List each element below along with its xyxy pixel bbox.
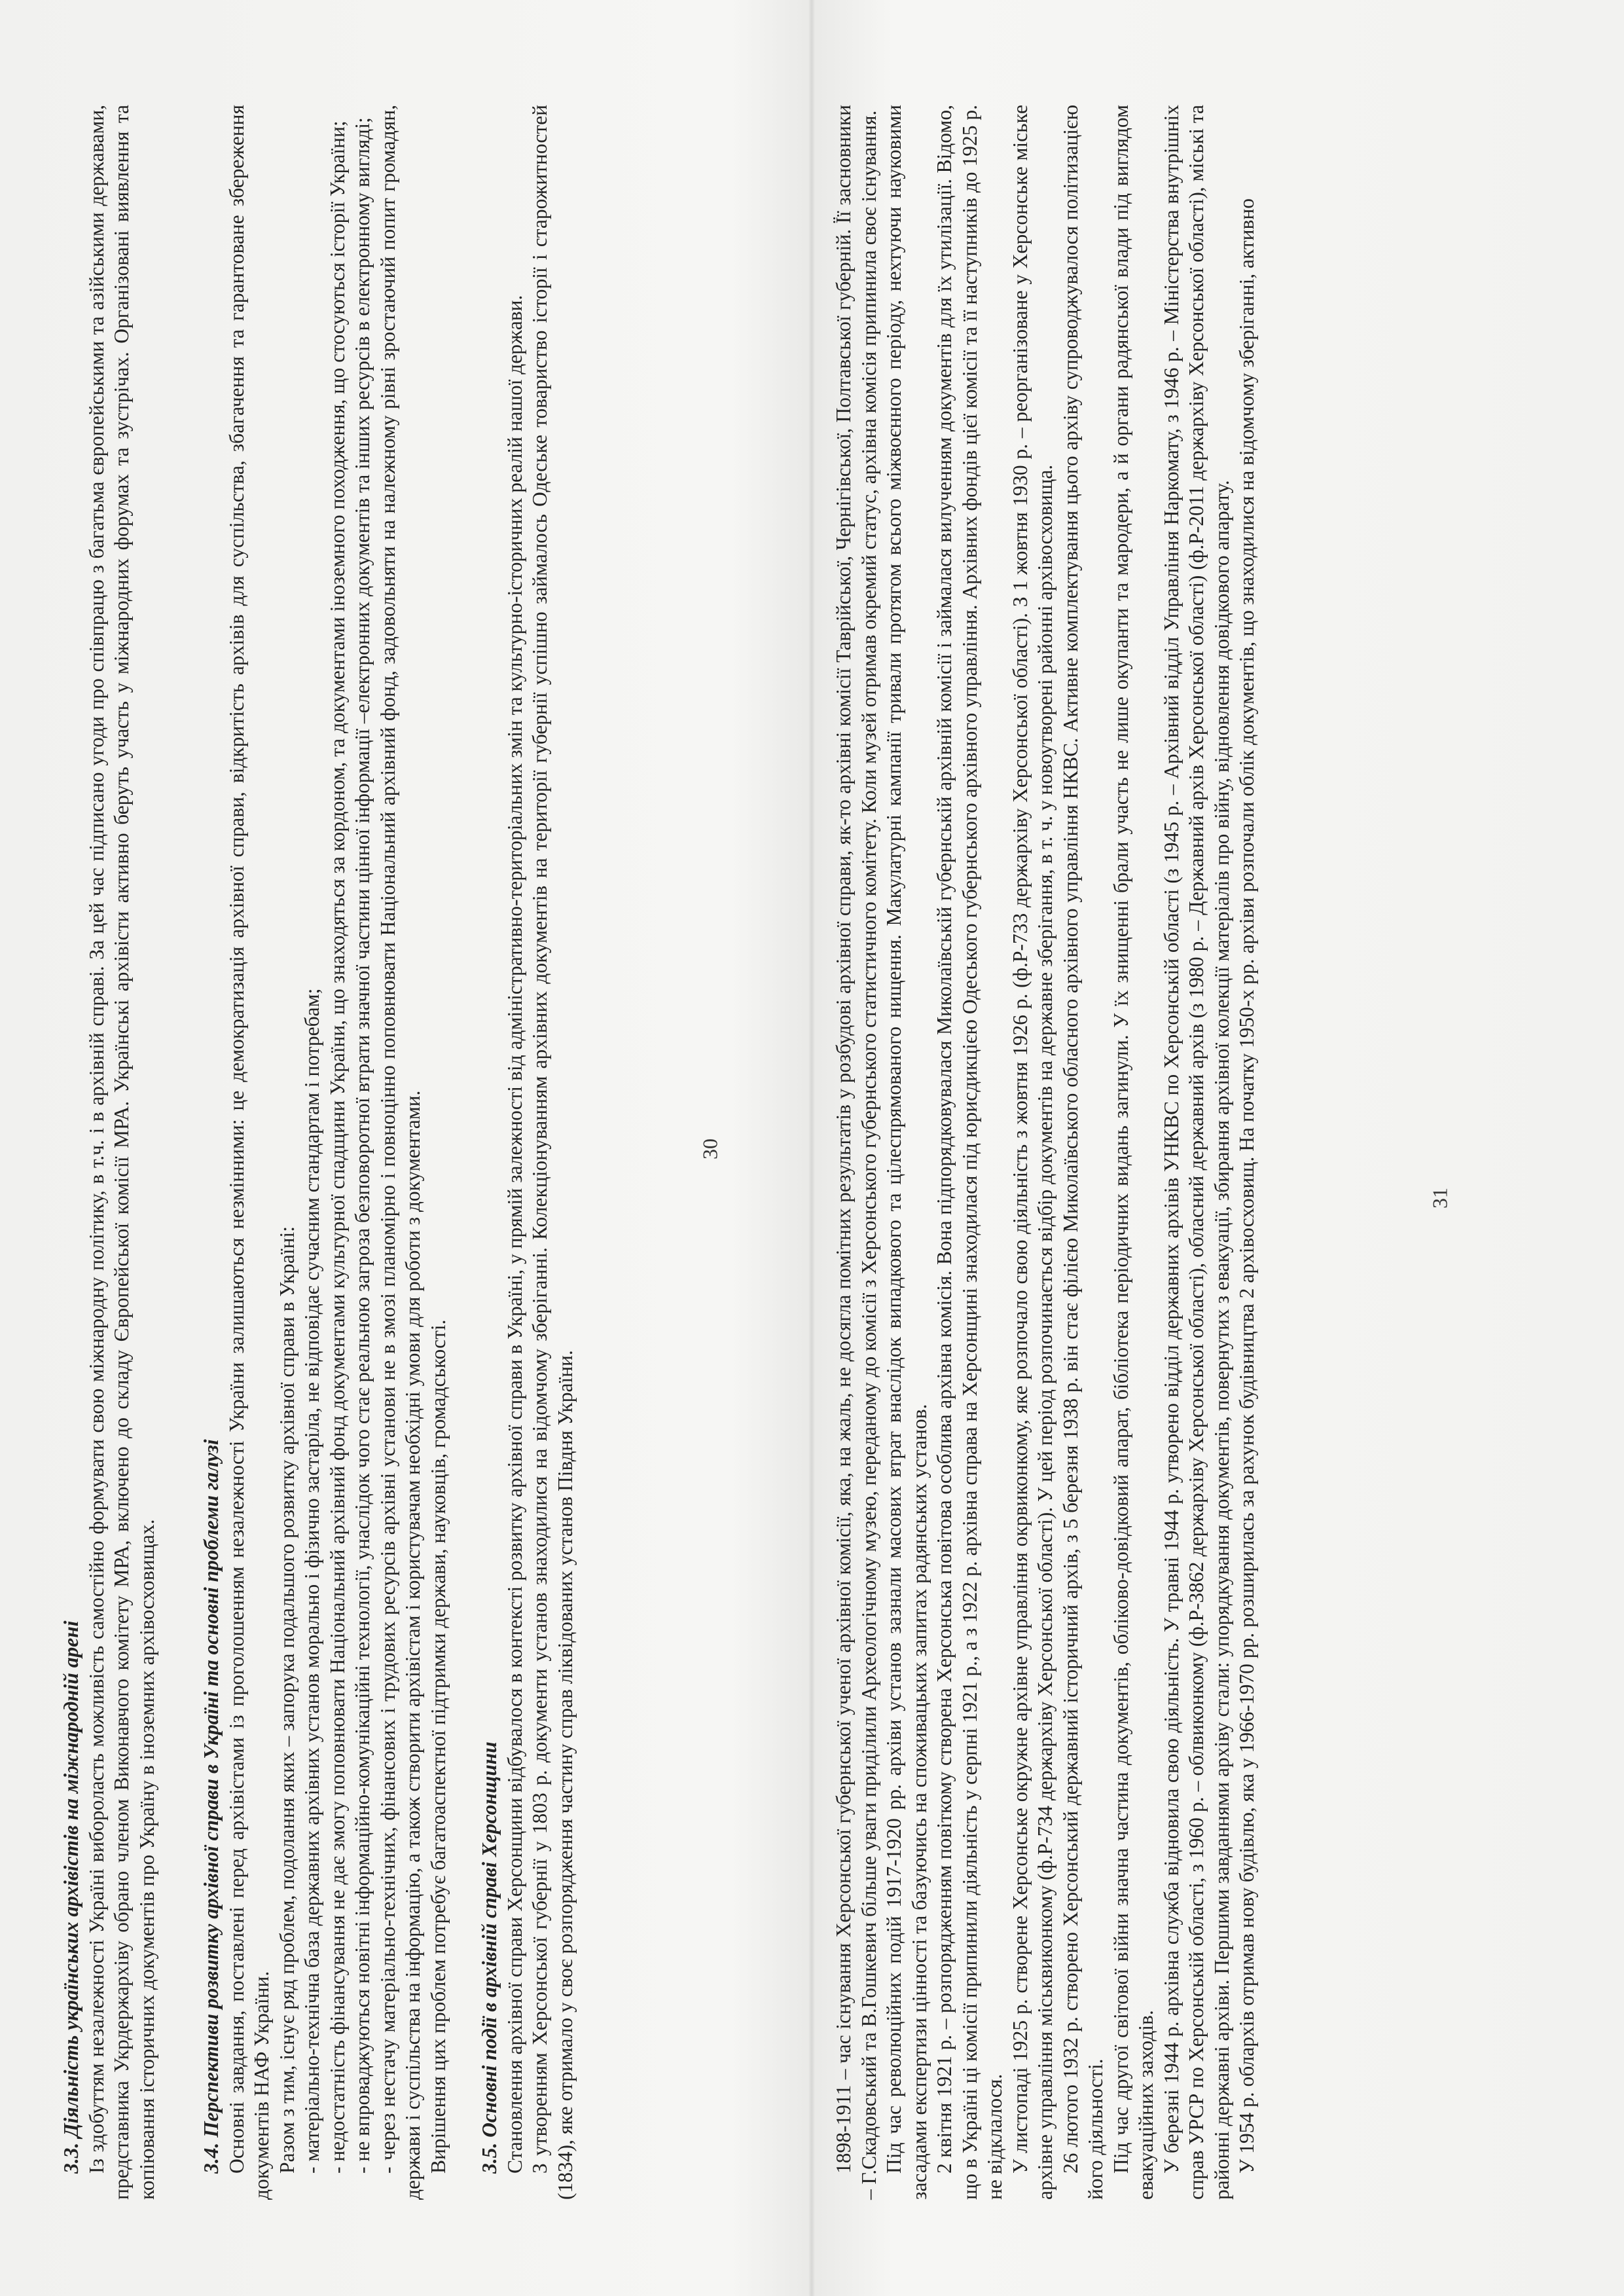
paragraph: У листопаді 1925 р. створене Херсонське окружне архівне управління окрвиконкому, яке розпочало свою діяльність з жовтня 1926 р. (ф.Р-733 держархіву Херсонської області). З 1 жовтня 1930 р. – реорганізоване у Херсонське міське архівне управління міськвиконкому (ф.Р-734 держархіву Херсонської області). У цей період розпочинається відбір документів на державне зберігання, в т. ч. у новоутворені районні архівосховища. <box>1008 105 1056 2200</box>
paragraph: Із здобуттям незалежності Україні вибороласть можливість самостійно формувати свою міжнародну політику, в т.ч. і в архівній справі. За цей час підписано угоди про співпрацю з багатьма європейськими та азійськими державами, представника Укрдержархіву обрано членом Виконавчого комітету МРА, включено до складу Європейської комісії МРА. Українські архівісти активно беруть участь у міжнародних форумах та зустрічах. Організовані виявлення та копіювання історичних документів про Україну в іноземних архівосховищах. <box>84 105 158 2200</box>
heading-3-5: 3.5. Основні події в архівній справі Херсонщини <box>478 1741 501 2174</box>
paragraph: У 1954 р. облархів отримав нову будівлю, яка у 1966-1970 рр. розширилась за рахунок будівництва 2 архівосховищ. На початку 1950-х рр. архіви розпочали облік документів, що знаходилися на відомчому зберіганні, активно <box>1235 198 1258 2174</box>
page-number-30: 30 <box>698 1139 722 1159</box>
left-page <box>59 105 687 2200</box>
paragraph: Вирішення цих проблем потребує багатоаспектної підтримки держави, науковців, громадськості. <box>426 1319 450 2174</box>
paragraph: 26 лютого 1932 р. створено Херсонський державний історичний архів, з 5 березня 1938 р. він стає філією Миколаївського обласного архівного управління НКВС. Активне комплектування цього архіву супроводжувалося політизацією його діяльності. <box>1058 105 1107 2200</box>
heading-3-4: 3.4. Перспективи розвитку архівної справи в Україні та основні проблеми галузі <box>200 1439 223 2174</box>
list-item: - недостатність фінансування не дає змогу поповнювати Національний архівний фонд документами культурної спадщини України, що знаходяться за кордоном, та документами іноземного походження, що стосуються історії України; <box>325 120 349 2174</box>
paragraph: 1898-1911 – час існування Херсонської губернської ученої архівної комісії, яка, на жаль, не досягла помітних результатів у розбудові архівної справи, як-то архівні комісії Таврійської, Чернігівської, Полтавської губерній. Її засновники – Г.Скадовський та В.Гошкевич більше уваги приділили Археологічному музею, переданому до комісії з Херсонського губернського статистичного комітету. Коли музей отримав окремий статус, архівна комісія припинила своє існування. <box>832 105 880 2200</box>
paragraph: Разом з тим, існує ряд проблем, подолання яких – запорука подальшого розвитку архівної справи в Україні: <box>275 1226 298 2174</box>
paragraph: Під час другої світової війни значна частина документів, обліково-довідковий апарат, бібліотека періодичних видань загинули. У їх знищенні брали участь не лише окупанти та мародери, а й органи радянської влади під виглядом евакуаційних заходів. <box>1109 105 1157 2200</box>
paragraph: 2 квітня 1921 р. – розпорядженням повіткому створена Херсонська повітова особлива архівна комісія. Вона підпорядковувалася Миколаївській губернській архівній комісії і займалася вилученням документів для їх утилізації. Відомо, що в Україні ці комісії припинили діяльність у серпні 1921 р., а з 1922 р. архівна справа на Херсонщині знаходилася під юрисдикцією Одеського губернського архівного управління. Архівних фондів цієї комісії та її наступників до 1925 р. не відклалося. <box>933 105 1006 2200</box>
paragraph: У березні 1944 р. архівна служба відновила свою діяльність. У травні 1944 р. утворено відділ державних архівів УНКВС по Херсонській області (з 1945 р. – Архівний відділ Управління Наркомату, з 1946 р. – Міністерства внутрішніх справ УРСР по Херсонській області, з 1960 р. – облвиконкому (ф.Р-3862 держархіву Херсонської області), обласний державний архів (з 1980 р. – Державний архів Херсонської області) (ф.Р-2011 держархіву Херсонської області), міські та районні державні архіви. Першими завданнями архіву стали: упорядкування документів, повернутих з евакуації, збирання архівної колекції матеріалів про війну, відновлення довідкового апарату. <box>1159 105 1233 2200</box>
page-fold <box>808 0 815 2296</box>
right-page <box>831 105 1460 2200</box>
paragraph: Становлення архівної справи Херсонщини відбувалося в контексті розвитку архівної справи в Україні, у прямій залежності від адміністративно-територіальних змін та культурно-історичних реалій нашої держави. <box>503 295 526 2174</box>
paragraph: Основні завдання, поставлені перед архівістами із проголошенням незалежності України залишаються незмінними: це демократизація архівної справи, відкритість архівів для суспільства, збагачення та гарантоване збереження документів НАФ України. <box>225 105 273 2200</box>
paragraph: Під час революційних подій 1917-1920 рр. архіви установ зазнали масових втрат внаслідок випадкового та цілеспрямованого нищення. Макулатурні кампанії тривали протягом всього міжвоєнного періоду, нехтуючи науковими засадами експертизи цінності та базуючись на споживацьких запитах радянських установ. <box>882 105 931 2200</box>
list-item: - не впроваджуються новітні інформаційно-комунікаційні технології, унаслідок чого стає реальною загроза безповоротної втрати значної частини цінної інформації –електронних документів та інших ресурсів в електронному вигляді; <box>351 117 374 2174</box>
paragraph: З утворенням Херсонської губернії у 1803 р. документи установ знаходилися на відомчому зберіганні. Колекціонуванням архівних документів на території губернії успішно займалось Одеське товариство історії і старожитностей (1834), яке отримало у своє розпорядження частину справ ліквідованих установ Півдня України. <box>528 105 577 2200</box>
list-item: - через нестачу матеріально-технічних, фінансових і трудових ресурсів архівні установи не в змозі планомірно і повноцінно поповнювати Національний архівний фонд, задовольняти на належному рівні зростаючий попит громадян, держави і суспільства на інформацію, а також створити архівістам і користувачам необхідні умови для роботи з документами. <box>376 105 424 2200</box>
heading-3-3: 3.3. Діяльність українських архівістів на міжнародній арені <box>60 1620 82 2174</box>
list-item: - матеріально-технічна база державних архівних установ морально і фізично застаріла, не відповідає сучасним стандартам і потребам; <box>300 988 323 2174</box>
page-number-31: 31 <box>1428 1188 1452 1209</box>
